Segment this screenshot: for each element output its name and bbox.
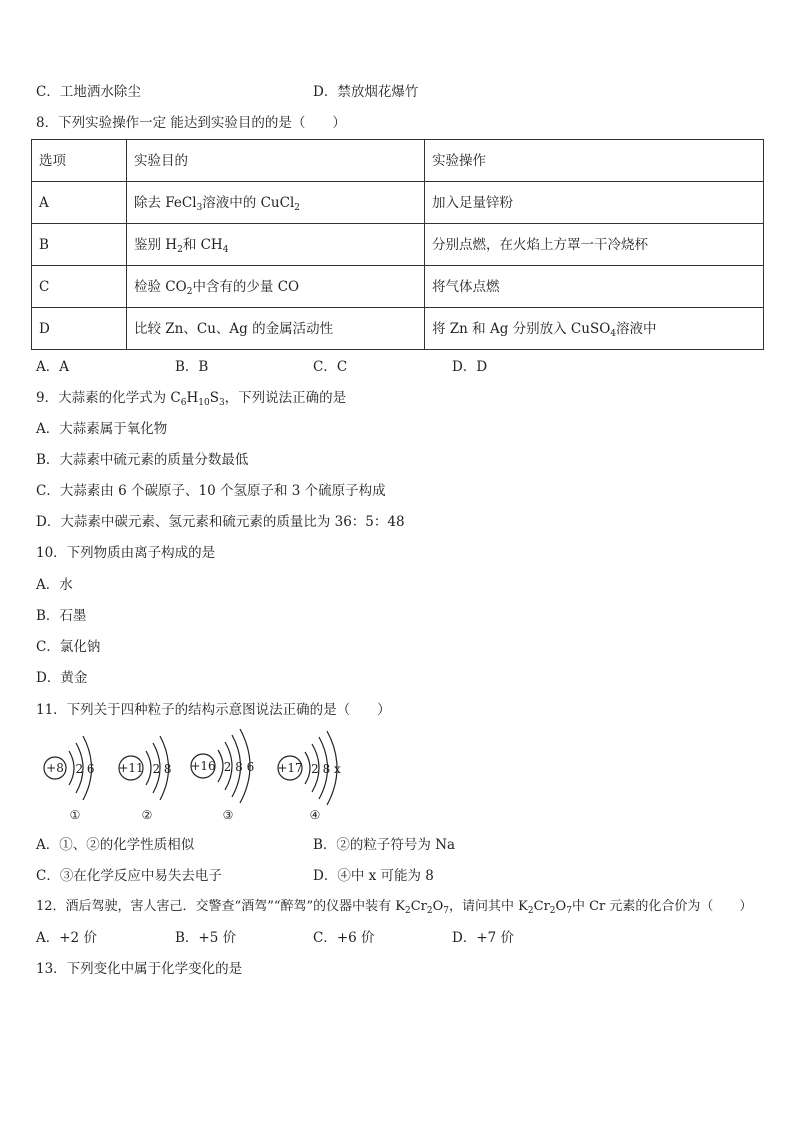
row-goal: 检验 $CO_2$中含有的少量 CO xyxy=(127,266,425,308)
row-operation: 加入足量锌粉 xyxy=(425,182,764,224)
row-goal: 比较 Zn、Cu、Ag 的金属活动性 xyxy=(127,308,425,350)
q12-stem: 12．酒后驾驶，害人害己．交警查“酒驾”“醉驾”的仪器中装有 $K_2Cr_2O_7$，请问其中 $K_2Cr_2O_7$中 Cr 元素的化合价为（ ） xyxy=(36,899,753,916)
q11-option-c: C．③在化学反应中易失去电子 xyxy=(36,868,222,884)
q8-option-b: B．B xyxy=(175,359,209,375)
q7-option-c: C．工地洒水除尘 xyxy=(36,84,141,100)
row-goal: 鉴别 $H_2$和 $CH_4$ xyxy=(127,224,425,266)
row-operation: 将 Zn 和 Ag 分别放入 CuSO$_4$溶液中 xyxy=(425,308,764,350)
atomic-structure-diagrams xyxy=(40,726,370,826)
q11-option-b: B．②的粒子符号为 Na xyxy=(313,837,456,853)
shell-arc xyxy=(69,751,74,785)
q8-stem: 8．下列实验操作一定 能达到实验目的的是（ ） xyxy=(36,115,346,131)
row-operation: 分别点燃，在火焰上方罩一干冷烧杯 xyxy=(425,224,764,266)
particle-label: ③ xyxy=(222,808,234,822)
q7-option-d: D．禁放烟花爆竹 xyxy=(313,84,419,100)
structure-diagram-svg xyxy=(40,726,370,826)
q11-stem: 11．下列关于四种粒子的结构示意图说法正确的是（ ） xyxy=(36,702,391,718)
q9-option-d: D．大蒜素中碳元素、氢元素和硫元素的质量比为 36：5：48 xyxy=(36,514,405,530)
particle-label: ② xyxy=(141,808,153,822)
q11-option-d: D．④中 x 可能为 8 xyxy=(313,868,434,884)
row-option: D xyxy=(32,308,127,350)
q9-option-c: C．大蒜素由 6 个碳原子、10 个氢原子和 3 个硫原子构成 xyxy=(36,483,386,499)
shell-electrons: 2 8 x xyxy=(311,762,341,776)
particle-label: ① xyxy=(69,808,81,822)
row-option: C xyxy=(32,266,127,308)
particle-label: ④ xyxy=(309,808,321,822)
q10-option-d: D．黄金 xyxy=(36,670,88,686)
shell-electrons: 2 6 xyxy=(75,762,95,776)
nucleus-charge: +17 xyxy=(277,761,303,775)
header-option: 选项 xyxy=(32,140,127,182)
nucleus-charge: +16 xyxy=(190,759,216,773)
row-option: A xyxy=(32,182,127,224)
row-operation: 将气体点燃 xyxy=(425,266,764,308)
q12-option-c: C．+6 价 xyxy=(313,930,375,946)
shell-arc xyxy=(146,751,151,785)
q13-stem: 13．下列变化中属于化学变化的是 xyxy=(36,961,243,977)
table-header-row xyxy=(32,140,764,182)
nucleus-charge: +11 xyxy=(118,761,144,775)
shell-electrons: 2 8 6 xyxy=(223,760,255,774)
q11-option-a: A．①、②的化学性质相似 xyxy=(36,837,195,853)
q12-option-b: B．+5 价 xyxy=(175,930,237,946)
table-row xyxy=(32,308,764,350)
q10-option-c: C．氯化钠 xyxy=(36,639,101,655)
q8-option-d: D．D xyxy=(452,359,488,375)
table-row xyxy=(32,224,764,266)
shell-arc xyxy=(218,750,223,782)
row-option: B xyxy=(32,224,127,266)
q9-option-a: A．大蒜素属于氧化物 xyxy=(36,421,168,437)
shell-arc xyxy=(305,752,310,784)
shell-electrons: 2 8 xyxy=(152,762,172,776)
q10-option-b: B．石墨 xyxy=(36,608,87,624)
q12-option-d: D．+7 价 xyxy=(452,930,515,946)
q9-option-b: B．大蒜素中硫元素的质量分数最低 xyxy=(36,452,249,468)
q12-option-a: A．+2 价 xyxy=(36,930,97,946)
q9-stem: 9．大蒜素的化学式为 $C_6H_{10}S_3$，下列说法正确的是 xyxy=(36,390,347,408)
header-goal: 实验目的 xyxy=(127,140,425,182)
row-goal: 除去 FeCl$_3$溶液中的 CuCl$_2$ xyxy=(127,182,425,224)
table-row xyxy=(32,182,764,224)
q8-table xyxy=(31,139,764,350)
q10-option-a: A．水 xyxy=(36,577,73,593)
table-row xyxy=(32,266,764,308)
nucleus-charge: +8 xyxy=(46,761,64,775)
q8-option-c: C．C xyxy=(313,359,348,375)
header-operation: 实验操作 xyxy=(425,140,764,182)
q8-option-a: A．A xyxy=(36,359,69,375)
q10-stem: 10．下列物质由离子构成的是 xyxy=(36,545,216,561)
